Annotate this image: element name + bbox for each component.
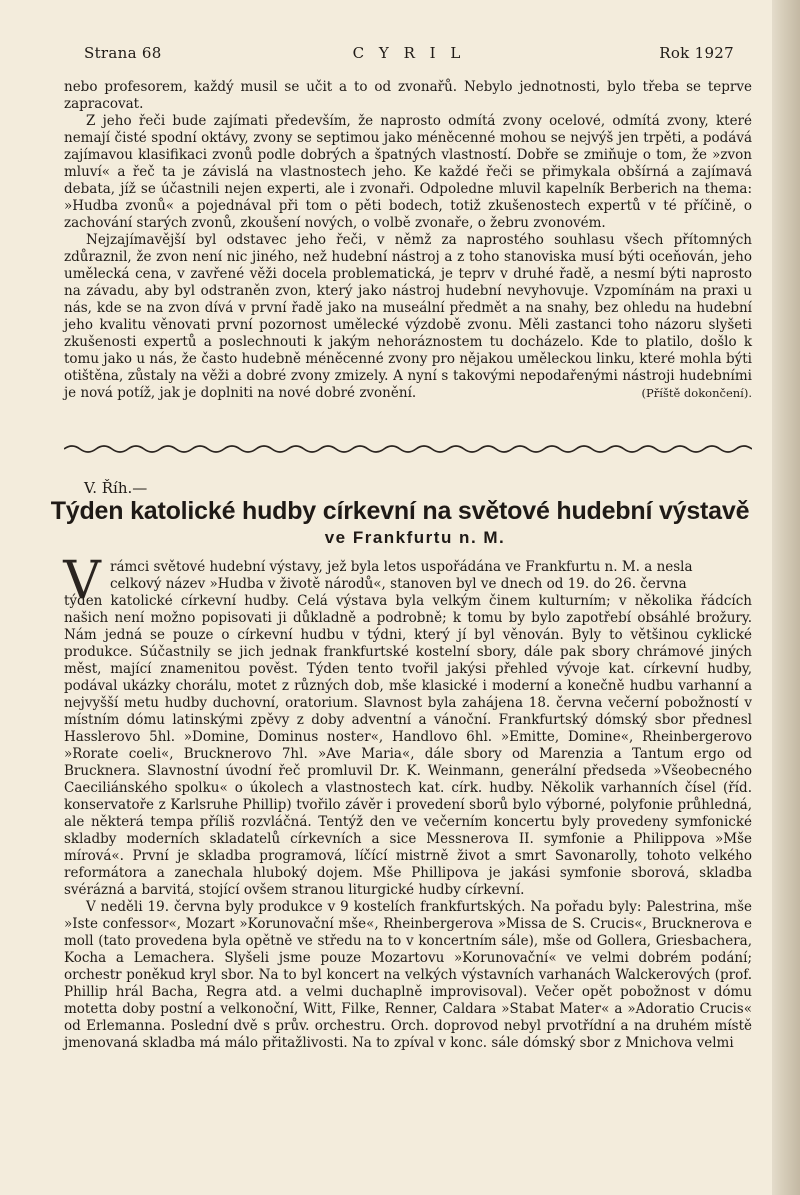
journal-name: C Y R I L [352, 44, 466, 62]
paragraph: Z jeho řeči bude zajímati především, že naprosto odmítá zvony ocelové, odmítá zvony, které nemají čisté spodní oktávy, zvony se septimou jako méněcenné mohou se nejvýš jen trpěti, a podává zajímavou klasifikaci zvonů podle dobrých a špatných vlastností. Dobře se zmiňuje o tom, že »zvon mluví« a řeč ta je závislá na vlastnostech jeho. Ke každé řeči se přimykala obšírná a zajímavá debata, jíž se účastnili nejen experti, ale i zvonaři. Odpoledne mluvil kapelník Berberich na thema: »Hudba zvonů« a pojednával při tom o pěti bodech, totiž zkušenostech expertů v té příčině, o zachování starých zvonů, zkoušení nových, o volbě zvonaře, o žebru zvonovém. [64, 113, 752, 231]
paragraph: V neděli 19. června byly produkce v 9 kostelích frankfurtských. Na pořadu byly: Palestrina, mše »Iste confessor«, Mozart »Korunovační mše«, Rheinbergerova »Missa de S. Crucis«, Brucknerova e moll (tato provedena byla opětně ve středu na to v koncertním sále), mše od Gollera, Griesbachera, Kocha a Lemachera. Slyšeli jsme pouze Mozartovu »Korunovační« ve velmi dobrém podání; orchestr poněkud kryl sbor. Na to byl koncert na velkých výstavních varhanách Walckerových (prof. Phillip hrál Bacha, Regra atd. a velmi duchaplně improvisoval). Večer opět pobožnost v dómu motetta doby postní a velkonoční, Witt, Filke, Renner, Caldara »Stabat Mater« a »Adoratio Crucis« od Erlemanna. Poslední dvě s prův. orchestru. Orch. doprovod nebyl prvotřídní a na druhém místě jmenovaná skladba má málo přitažlivosti. Na to zpíval v konc. sále dómský sbor z Mnichova velmi [64, 899, 752, 1051]
article-subtitle: ve Frankfurtu n. M. [324, 528, 506, 547]
first-line: rámci světové hudební výstavy, jež byla letos uspořádána ve Frankfurtu n. M. a nesla [110, 559, 693, 575]
ornamental-divider [64, 440, 752, 458]
article-title: Týden katolické hudby církevní na světové hudební výstavě [50, 497, 750, 525]
page-edge [772, 0, 800, 1195]
drop-cap: V [63, 551, 101, 611]
paragraph [64, 232, 752, 402]
second-line: celkový název »Hudba v životě národů«, stanoven byl ve dnech od 19. do 26. června [110, 576, 687, 592]
paragraph [64, 559, 752, 899]
page-number: Strana 68 [84, 44, 162, 62]
article-author: V. Říh.— [84, 479, 148, 497]
paragraph-text: týden katolické církevní hudby. Celá výstava byla velkým činem kulturním; v několika řádcích našich není možno popisovati ji důkladně a podrobně; k tomu by bylo zapotřebí obsáhlé brožury. Nám jedná se pouze o církevní hudbu v týdni, který jí byl věnován. Byly to většinou cyklické produkce. Súčastnily se jich jednak frankfurtské kostelní sbory, dále pak sbory chrámové jiných měst, mající znamenitou pověst. Týden tento tvořil jakýsi přehled vývoje kat. církevní hudby, podával ukázky chorálu, motet z různých dob, mše klasické i moderní a konečně hudbu varhanní a nejvyšší metu hudby duchovní, oratorium. Slavnost byla zahájena 18. června večerní pobožností v místním dómu latinskými zpěvy z doby adventní a vánoční. Frankfurtský dómský sbor přednesl Hasslerovo 5hl. »Domine, Dominus noster«, Handlovo 6hl. »Emitte, Domine«, Rheinbergerovo »Rorate coeli«, Brucknerovo 7hl. »Ave Maria«, dále sbory od Marenzia a Tantum ergo od Brucknera. Slavnostní úvodní řeč promluvil Dr. K. Weinmann, generální předseda »Všeobecného Caeciliánského spolku« o úkolech a vlastnostech kat. círk. hudby. Několik varhanních čísel (říd. konservatoře z Karlsruhe Phillip) tvořilo závěr i provedení sborů bylo výborné, polyfonie průhledná, ale některá tempa příliš rozvláčná. Tentýž den ve večerním koncertu byly provedeny symfonické skladby moderních skladatelů církevních a sice Messnerova II. symfonie a Philippova »Mše mírová«. První je skladba programová, líčící mistrně život a smrt Savonarolly, tohoto velkého reformátora a zanechala hluboký dojem. Mše Phillipova je jakási symfonie sborová, skladba svérázná a barvitá, stojící ovšem stranou liturgické hudby církevní. [64, 593, 752, 898]
previous-article-continuation [64, 79, 752, 402]
paragraph: nebo profesorem, každý musil se učit a to od zvonařů. Nebylo jednotnosti, bylo třeba se teprve zapracovat. [64, 79, 752, 112]
article-body [64, 559, 752, 1052]
continued-note: (Příště dokončení). [641, 386, 752, 400]
running-header [84, 44, 734, 64]
paragraph-text: Nejzajímavější byl odstavec jeho řeči, v němž za naprostého souhlasu všech přítomných zdůraznil, že zvon není nic jiného, než hudební nástroj a z toho stanoviska musí býti oceňován, jeho umělecká cena, v zavřené věži docela problematická, je teprv v druhé řadě, a nesmí býti naprosto na závadu, aby byl odstraněn zvon, který jako nástroj hudební nevyhovuje. Vzpomínám na praxi u nás, kde se na zvon dívá v první řadě jako na museální předmět a na snahy, bez ohledu na hudební jeho kvalitu věnovati první pozornost umělecké výzdobě zvonu. Měli zastanci toho názoru slyšeti zkušenosti expertů a poslechnouti k jakým nehoráznostem tu docházelo. Kde to platilo, došlo k tomu jako u nás, že často hudebně méněcenné zvony pro nějakou uměleckou linku, které mohla býti otištěna, zůstaly na věži a dobré zvony zmizely. A nyní s takovými nepodařenými nástroji hudebními je nová potíž, jak je doplniti na nové dobré zvonění. [64, 232, 752, 401]
year-label: Rok 1927 [659, 44, 734, 62]
